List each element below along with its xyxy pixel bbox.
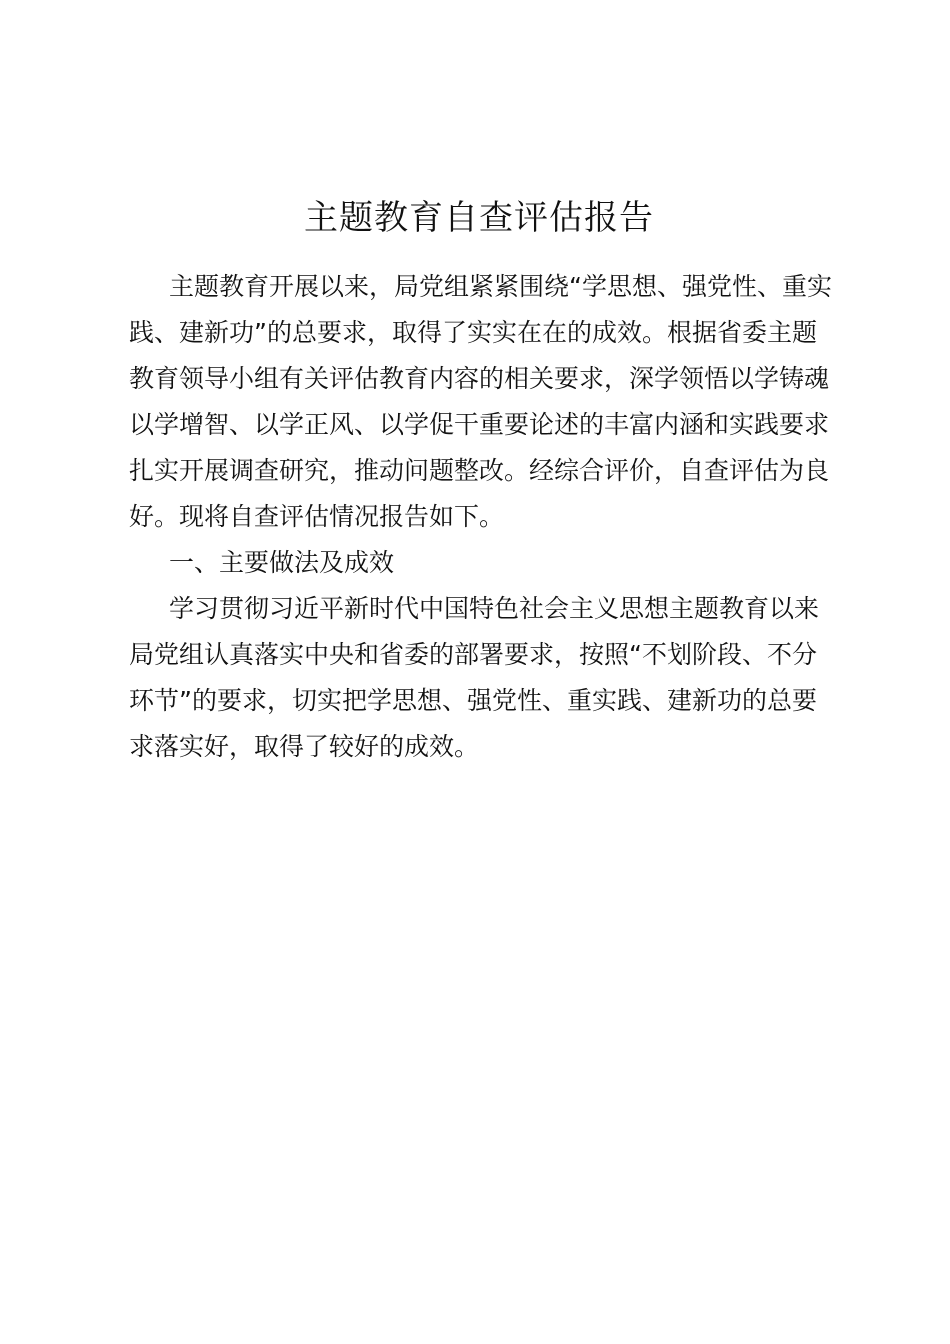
paragraph-1-line-6: 好。现将自查评估情况报告如下。: [129, 502, 505, 531]
paragraph-2-line-4: 求落实好，取得了较好的成效。: [129, 732, 480, 761]
paragraph-1-line-3: 教育领导小组有关评估教育内容的相关要求，深学领悟以学铸魂: [129, 364, 830, 393]
paragraph-1-line-1: 主题教育开展以来，局党组紧紧围绕“学思想、强党性、重实: [169, 272, 832, 301]
paragraph-1-line-2: 践、建新功”的总要求，取得了实实在在的成效。根据省委主题: [129, 318, 817, 347]
paragraph-1-line-4: 以学增智、以学正风、以学促干重要论述的丰富内涵和实践要求: [129, 410, 830, 439]
paragraph-2-line-2: 局党组认真落实中央和省委的部署要求，按照“不划阶段、不分: [129, 640, 817, 669]
paragraph-1-line-5: 扎实开展调查研究，推动问题整改。经综合评价，自查评估为良: [129, 456, 830, 485]
section-heading: 一、主要做法及成效: [169, 548, 395, 577]
document-title: 主题教育自查评估报告: [304, 198, 654, 238]
paragraph-2-line-1: 学习贯彻习近平新时代中国特色社会主义思想主题教育以来: [169, 594, 820, 623]
document-body: [129, 264, 869, 770]
paragraph-2-line-3: 环节”的要求，切实把学思想、强党性、重实践、建新功的总要: [129, 686, 817, 715]
